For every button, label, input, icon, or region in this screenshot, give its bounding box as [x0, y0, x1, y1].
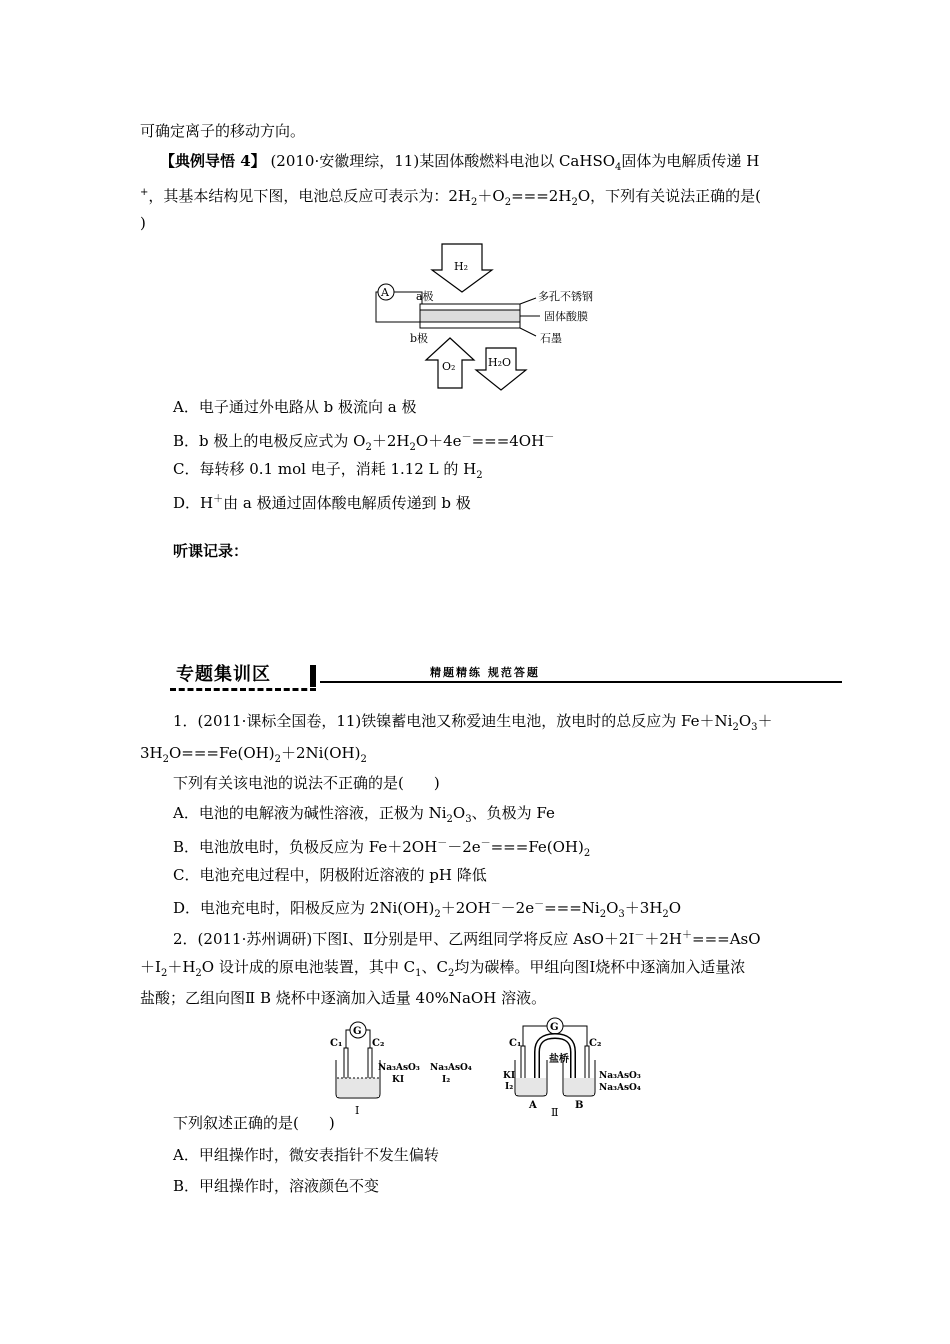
- option-b: B．b 极上的电极反应式为 $O_2+2H_2O+4e^-===4OH^-$: [173, 432, 555, 453]
- q1-line-1: 1．(2011·课标全国卷，11)铁镍蓄电池又称爱迪生电池，放电时的总反应为 $Fe+Ni_2O_3+$: [173, 712, 773, 733]
- q1-option-b: B．电池放电时，负极反应为 $Fe+2OH^--2e^-===Fe(OH)_2$: [173, 838, 591, 859]
- galvanometer-2-label: G: [550, 1022, 559, 1033]
- na3aso4-label: Na₃AsO₄: [430, 1063, 472, 1073]
- galvanometer-label: G: [353, 1026, 362, 1037]
- banner-rule: [320, 681, 842, 683]
- b-pole-label: b极: [410, 332, 429, 345]
- fuel-cell-diagram: [370, 242, 610, 392]
- example-label: 【典例导悟 4】: [160, 152, 266, 170]
- q2-stem: 下列叙述正确的是( ): [173, 1114, 335, 1132]
- banner-subtitle: 精题精练 规范答题: [430, 666, 540, 679]
- figure-1-label: Ⅰ: [355, 1104, 360, 1117]
- i2-2-label: I₂: [505, 1082, 514, 1092]
- q2-line-3: 盐酸；乙组向图Ⅱ B 烧杯中逐滴加入适量 40%NaOH 溶液。: [140, 989, 547, 1007]
- ki-label: KI: [392, 1075, 405, 1085]
- q1-stem: 下列有关该电池的说法不正确的是( ): [173, 774, 440, 792]
- c2-label: C₂: [372, 1038, 385, 1049]
- q1-line-2: $3H_2O===Fe(OH)_2+2Ni(OH)_2$: [140, 744, 367, 765]
- na3aso3-label: Na₃AsO₃: [378, 1063, 420, 1073]
- q1-option-a: A．电池的电解液为碱性溶液，正极为 $Ni_2O_3$、负极为 Fe: [173, 804, 555, 825]
- option-d: D．H＋由 a 极通过固体酸电解质传递到 b 极: [173, 494, 471, 512]
- q2-option-b: B．甲组操作时，溶液颜色不变: [173, 1177, 380, 1195]
- q1-option-d: D．电池充电时，阳极反应为 $2Ni(OH)_2+2OH^--2e^-===Ni_2O_3+3H_2O$: [173, 899, 682, 920]
- a-pole-label: a极: [416, 290, 434, 303]
- c1-2-label: C₁: [509, 1038, 522, 1049]
- galvanic-cell-diagram-2: [503, 1016, 663, 1120]
- c1-label: C₁: [330, 1038, 343, 1049]
- q2-line-1: 2．(2011·苏州调研)下图Ⅰ、Ⅱ分别是甲、乙两组同学将反应 AsO＋2I－＋2H＋===AsO: [173, 930, 761, 948]
- q2-option-a: A．甲组操作时，微安表指针不发生偏转: [173, 1146, 439, 1164]
- notes-label: 听课记录：: [173, 542, 249, 560]
- salt-bridge-label: 盐桥: [549, 1054, 569, 1065]
- beaker-a-label: A: [529, 1100, 537, 1111]
- ki-2-label: KI: [503, 1071, 516, 1081]
- option-c: C．每转移 0.1 mol 电子，消耗 1.12 L 的 $H_2$: [173, 460, 483, 481]
- example-line-3: ): [140, 214, 146, 232]
- text-line: 可确定离子的移动方向。: [140, 122, 306, 140]
- example-line-1: 【典例导悟 4】 (2010·安徽理综，11)某固体酸燃料电池以 CaHSO$_4$固体为电解质传递 H: [160, 152, 760, 173]
- banner-bar: [310, 665, 316, 687]
- figure-2-label: Ⅱ: [551, 1106, 559, 1119]
- q1-option-c: C．电池充电过程中，阴极附近溶液的 pH 降低: [173, 866, 487, 884]
- beaker-b-label: B: [575, 1100, 584, 1111]
- example-line-2: +，其基本结构见下图，电池总反应可表示为：$2H_2+O_2===2H_2O$，下列有关说法正确的是(: [140, 187, 761, 208]
- o2-label: O₂: [442, 360, 456, 373]
- i2-label: I₂: [442, 1075, 451, 1085]
- q2-line-2: $+I_2+H_2O$ 设计成的原电池装置，其中 $C_1$、$C_2$均为碳棒。甲组向图Ⅰ烧杯中逐滴加入适量浓: [140, 958, 746, 979]
- steel-label: 多孔不锈钢: [538, 290, 593, 303]
- h2-label: H₂: [454, 260, 469, 273]
- ammeter-label: A: [381, 286, 389, 299]
- galvanic-cell-diagram-1: [326, 1020, 486, 1120]
- c2-2-label: C₂: [589, 1038, 602, 1049]
- option-a: A．电子通过外电路从 b 极流向 a 极: [173, 398, 417, 416]
- graphite-label: 石墨: [540, 332, 562, 345]
- section-banner: [170, 662, 842, 690]
- na3aso4-2-label: Na₃AsO₄: [599, 1083, 641, 1093]
- banner-title: 专题集训区: [170, 662, 316, 691]
- membrane-label: 固体酸膜: [544, 310, 588, 323]
- h2o-label: H₂O: [488, 356, 512, 369]
- na3aso3-2-label: Na₃AsO₃: [599, 1071, 641, 1081]
